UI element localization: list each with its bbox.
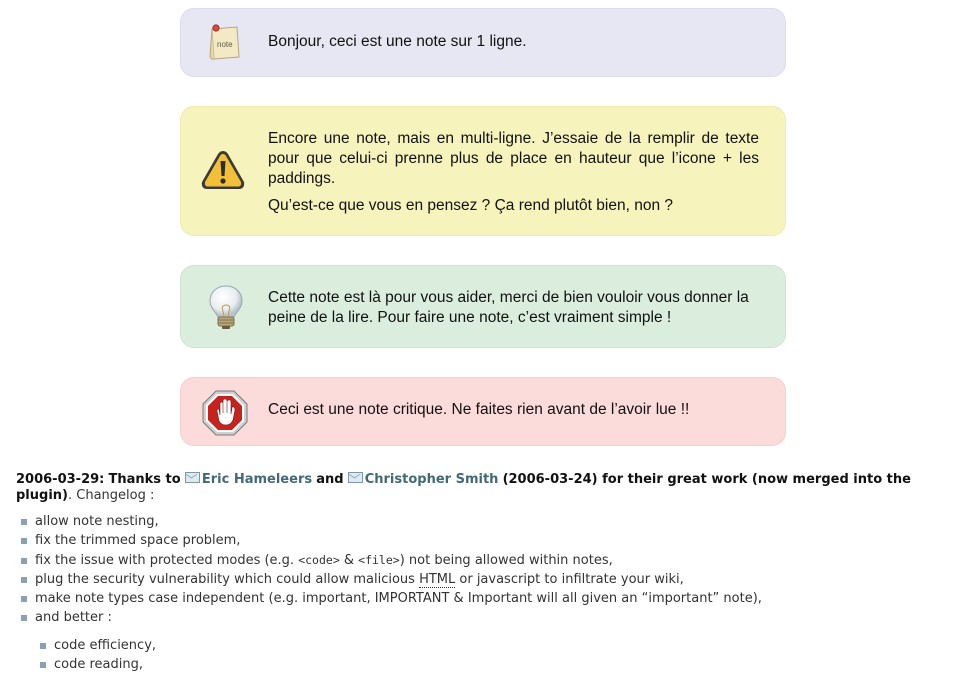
note-text bbox=[268, 378, 759, 420]
warning-icon bbox=[199, 147, 247, 195]
changelog-date: 2006-03-29: bbox=[16, 472, 105, 487]
note-tip bbox=[180, 265, 786, 348]
bullet-icon bbox=[21, 615, 27, 621]
list-item-text: code efficiency, bbox=[54, 637, 157, 653]
list-item bbox=[16, 589, 950, 608]
changelog-list bbox=[16, 512, 950, 628]
lightbulb-icon bbox=[202, 283, 250, 331]
note-paragraph: Bonjour, ceci est une note sur 1 ligne. bbox=[268, 33, 527, 50]
list-item bbox=[16, 512, 950, 531]
list-item-text: code reading, bbox=[54, 657, 143, 673]
html-abbreviation[interactable]: HTML bbox=[419, 571, 456, 587]
note-paragraph: Cette note est là pour vous aider, merci de bien vouloir vous donner la peine de la lire. Pour faire une note, c’est vraiment simple ! bbox=[268, 289, 749, 326]
note-text bbox=[268, 9, 759, 52]
list-item bbox=[16, 551, 950, 570]
list-item-text: plug the security vulnerability which could allow malicious bbox=[35, 571, 420, 587]
note-icon bbox=[207, 21, 243, 63]
list-item-text: and better : bbox=[35, 610, 112, 626]
author-link-eric[interactable]: Eric Hameleers bbox=[201, 472, 313, 487]
bullet-icon bbox=[21, 577, 27, 583]
note-important bbox=[180, 106, 786, 236]
stop-hand-icon bbox=[201, 389, 249, 437]
mail-icon bbox=[185, 472, 200, 483]
list-item bbox=[16, 608, 950, 627]
list-item bbox=[16, 531, 950, 550]
bullet-icon bbox=[21, 519, 27, 525]
code-snippet: <code> bbox=[298, 552, 340, 567]
code-snippet: <file> bbox=[358, 552, 400, 567]
and-text: and bbox=[316, 472, 344, 487]
list-item-text: allow note nesting, bbox=[35, 514, 159, 529]
thanks-rest-text: (2006-03-24) for their great work (now merged into the plugin) bbox=[16, 472, 911, 503]
note-paragraph: Ceci est une note critique. Ne faites rien avant de l’avoir lue !! bbox=[268, 401, 690, 418]
list-item-text: ) not being allowed within notes, bbox=[399, 552, 613, 568]
note-paragraph: Encore une note, mais en multi-ligne. J’essaie de la remplir de texte pour que celui-ci prenne plus de place en hauteur que l’icone + les paddings. bbox=[268, 130, 759, 187]
list-item-text: or javascript to infiltrate your wiki, bbox=[455, 571, 684, 587]
bullet-icon bbox=[40, 662, 46, 668]
note-text bbox=[268, 107, 759, 216]
bullet-icon bbox=[21, 538, 27, 544]
bullet-icon bbox=[40, 643, 46, 649]
changelog-intro bbox=[16, 472, 950, 504]
note-paragraph: Qu’est-ce que vous en pensez ? Ça rend plutôt bien, non ? bbox=[268, 197, 673, 214]
author-link-christopher[interactable]: Christopher Smith bbox=[364, 472, 499, 487]
note-warning bbox=[180, 377, 786, 446]
changelog-sublist bbox=[35, 636, 950, 675]
list-item-text: fix the issue with protected modes (e.g. bbox=[35, 552, 299, 568]
changelog-section bbox=[16, 472, 950, 674]
thanks-text: Thanks to bbox=[108, 472, 181, 487]
bullet-icon bbox=[21, 558, 27, 564]
list-item bbox=[35, 636, 950, 655]
list-item bbox=[16, 570, 950, 589]
bullet-icon bbox=[21, 596, 27, 602]
list-item-text: & bbox=[339, 552, 359, 568]
svg-text:note: note bbox=[217, 40, 233, 49]
list-item-text: fix the trimmed space problem, bbox=[35, 533, 241, 549]
list-item-text: make note types case independent (e.g. important, IMPORTANT & Important will all given an “important” note), bbox=[35, 591, 762, 607]
note-text bbox=[268, 266, 759, 328]
list-item bbox=[35, 655, 950, 674]
note-classic bbox=[180, 8, 786, 77]
changelog-label: . Changelog : bbox=[67, 488, 155, 503]
mail-icon bbox=[348, 472, 363, 483]
